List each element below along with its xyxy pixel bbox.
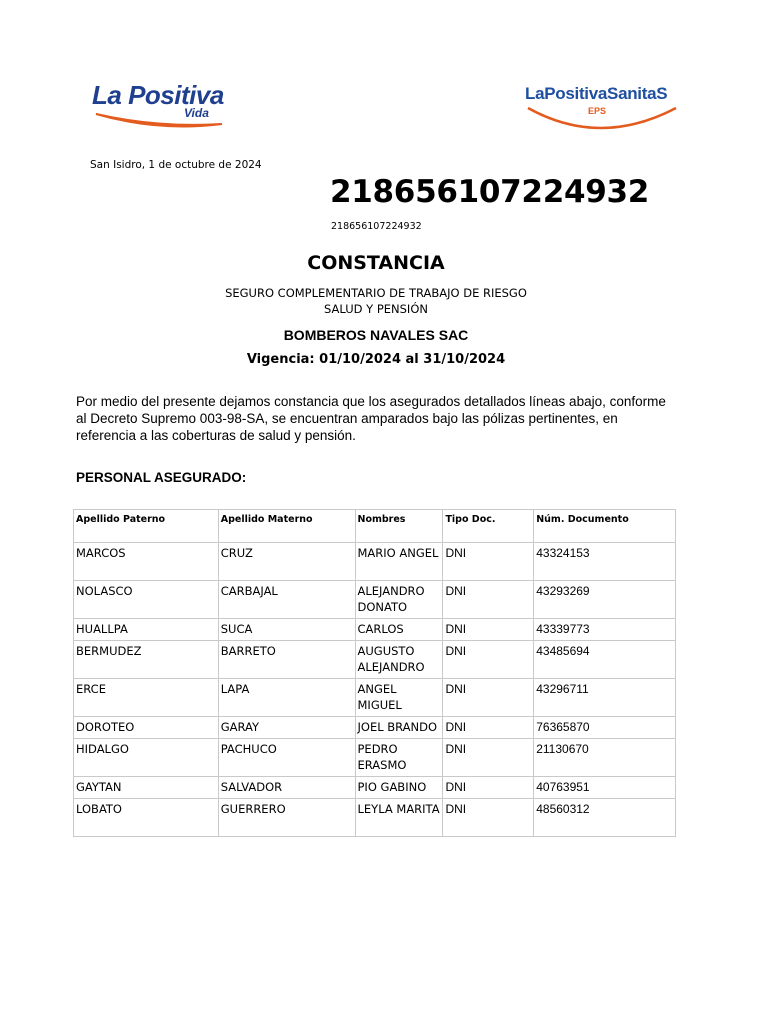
cell-apellido-materno: SALVADOR xyxy=(218,777,355,799)
cell-apellido-paterno: DOROTEO xyxy=(74,717,219,739)
cell-apellido-paterno: HUALLPA xyxy=(74,619,219,641)
insured-personnel-table xyxy=(73,509,676,837)
cell-tipo-doc: DNI xyxy=(443,679,534,717)
certificate-number-small: 218656107224932 xyxy=(331,221,422,232)
logo-right-sub: EPS xyxy=(588,106,607,116)
cell-nombres: MARIO ANGEL xyxy=(355,543,443,581)
cell-num-documento: 40763951 xyxy=(534,777,676,799)
cell-nombres: ANGEL MIGUEL xyxy=(355,679,443,717)
cell-tipo-doc: DNI xyxy=(443,799,534,837)
cell-nombres: PEDRO ERASMO xyxy=(355,739,443,777)
document-title: CONSTANCIA xyxy=(307,252,445,274)
cell-nombres: JOEL BRANDO xyxy=(355,717,443,739)
cell-apellido-materno: CARBAJAL xyxy=(218,581,355,619)
table-row xyxy=(74,679,676,717)
cell-apellido-paterno: GAYTAN xyxy=(74,777,219,799)
table-row xyxy=(74,717,676,739)
logo-left-swoosh-icon xyxy=(88,110,228,132)
cell-nombres: CARLOS xyxy=(355,619,443,641)
cell-apellido-materno: LAPA xyxy=(218,679,355,717)
table-row xyxy=(74,641,676,679)
issue-date: San Isidro, 1 de octubre de 2024 xyxy=(90,159,262,171)
header-apellido-materno: Apellido Materno xyxy=(218,510,355,543)
table-row xyxy=(74,581,676,619)
la-positiva-vida-logo xyxy=(88,80,238,135)
cell-apellido-materno: BARRETO xyxy=(218,641,355,679)
cell-apellido-paterno: MARCOS xyxy=(74,543,219,581)
cell-apellido-paterno: ERCE xyxy=(74,679,219,717)
cell-num-documento: 43339773 xyxy=(534,619,676,641)
header-tipo-doc: Tipo Doc. xyxy=(443,510,534,543)
cell-apellido-paterno: LOBATO xyxy=(74,799,219,837)
insured-personnel-heading: PERSONAL ASEGURADO: xyxy=(76,470,247,485)
cell-tipo-doc: DNI xyxy=(443,739,534,777)
header-apellido-paterno: Apellido Paterno xyxy=(74,510,219,543)
cell-nombres: ALEJANDRO DONATO xyxy=(355,581,443,619)
cell-apellido-materno: CRUZ xyxy=(218,543,355,581)
header-nombres: Nombres xyxy=(355,510,443,543)
logo-right-name: LaPositivaSanitaS xyxy=(525,84,668,103)
cell-apellido-paterno: HIDALGO xyxy=(74,739,219,777)
cell-num-documento: 43324153 xyxy=(534,543,676,581)
cell-apellido-materno: GUERRERO xyxy=(218,799,355,837)
document-subtitle-line2: SALUD Y PENSIÓN xyxy=(324,302,428,316)
cell-num-documento: 43293269 xyxy=(534,581,676,619)
cell-num-documento: 76365870 xyxy=(534,717,676,739)
cell-apellido-paterno: NOLASCO xyxy=(74,581,219,619)
logo-left-sub: Vida xyxy=(184,106,209,120)
cell-num-documento: 43485694 xyxy=(534,641,676,679)
cell-apellido-materno: GARAY xyxy=(218,717,355,739)
cell-nombres: AUGUSTO ALEJANDRO xyxy=(355,641,443,679)
header-num-documento: Núm. Documento xyxy=(534,510,676,543)
cell-tipo-doc: DNI xyxy=(443,619,534,641)
table-header-row xyxy=(74,510,676,543)
table-row xyxy=(74,739,676,777)
cell-tipo-doc: DNI xyxy=(443,641,534,679)
cell-nombres: PIO GABINO xyxy=(355,777,443,799)
table-row xyxy=(74,619,676,641)
table-row xyxy=(74,777,676,799)
la-positiva-sanitas-eps-logo xyxy=(522,84,682,134)
cell-tipo-doc: DNI xyxy=(443,543,534,581)
declaration-paragraph: Por medio del presente dejamos constancia que los asegurados detallados líneas abajo, conforme al Decreto Supremo 003-98-SA, se encuentran amparados bajo las pólizas pertinentes, en referencia a las coberturas de salud y pensión. xyxy=(76,394,666,443)
cell-num-documento: 48560312 xyxy=(534,799,676,837)
cell-apellido-materno: PACHUCO xyxy=(218,739,355,777)
cell-num-documento: 43296711 xyxy=(534,679,676,717)
cell-apellido-materno: SUCA xyxy=(218,619,355,641)
document-subtitle-line1: SEGURO COMPLEMENTARIO DE TRABAJO DE RIESGO xyxy=(225,286,527,300)
cell-nombres: LEYLA MARITA xyxy=(355,799,443,837)
table-row xyxy=(74,543,676,581)
logo-left-name: La Positiva xyxy=(92,80,224,110)
cell-num-documento: 21130670 xyxy=(534,739,676,777)
cell-apellido-paterno: BERMUDEZ xyxy=(74,641,219,679)
company-name: BOMBEROS NAVALES SAC xyxy=(283,327,469,343)
validity-period: Vigencia: 01/10/2024 al 31/10/2024 xyxy=(246,352,506,367)
cell-tipo-doc: DNI xyxy=(443,581,534,619)
cell-tipo-doc: DNI xyxy=(443,717,534,739)
table-row xyxy=(74,799,676,837)
certificate-number: 218656107224932 xyxy=(330,174,650,210)
cell-tipo-doc: DNI xyxy=(443,777,534,799)
